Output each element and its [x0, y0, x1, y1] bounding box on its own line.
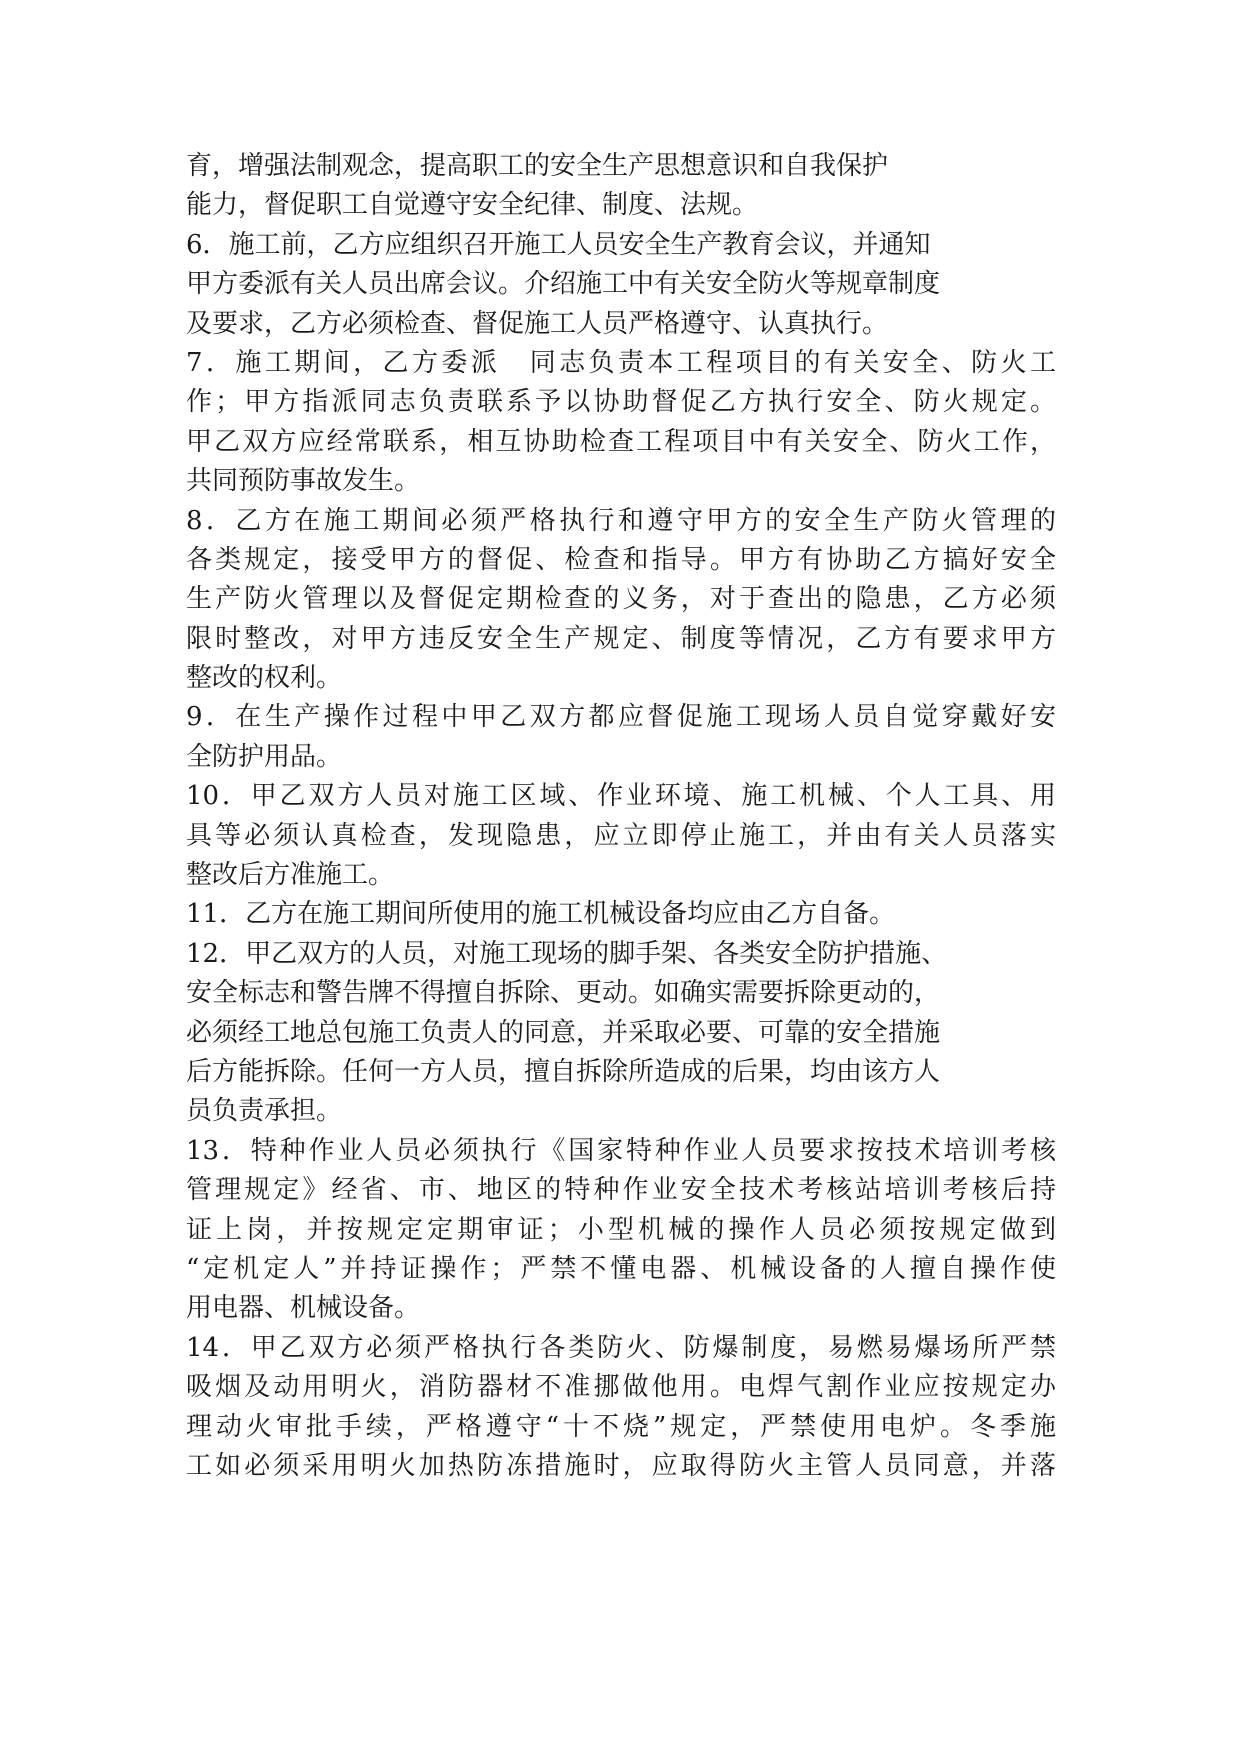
text-line: 工如必须采用明火加热防冻措施时，应取得防火主管人员同意，并落 — [186, 1450, 1056, 1481]
text-line: 共同预防事故发生。 — [186, 466, 421, 497]
text-line: 育，增强法制观念，提高职工的安全生产思想意识和自我保护 — [186, 151, 889, 181]
text-line: 及要求，乙方必须检查、督促施工人员严格遵守、认真执行。 — [186, 308, 889, 339]
text-line: 10．甲乙双方人员对施工区域、作业环境、施工机械、个人工具、用 — [186, 781, 1056, 812]
text-line: 理动火审批手续，严格遵守“十不烧”规定，严禁使用电炉。冬季施 — [186, 1411, 1056, 1442]
text-line: 员负责承担。 — [186, 1096, 343, 1127]
text-line: 甲乙双方应经常联系，相互协助检查工程项目中有关安全、防火工作， — [186, 426, 1056, 457]
text-line: 证上岗，并按规定定期审证；小型机械的操作人员必须按规定做到 — [186, 1214, 1056, 1245]
text-line: 9．在生产操作过程中甲乙双方都应督促施工现场人员自觉穿戴好安 — [186, 702, 1056, 733]
text-line: 生产防火管理以及督促定期检查的义务，对于查出的隐患，乙方必须 — [186, 584, 1056, 615]
text-line: 管理规定》经省、市、地区的特种作业安全技术考核站培训考核后持 — [186, 1175, 1056, 1206]
text-line: 作；甲方指派同志负责联系予以协助督促乙方执行安全、防火规定。 — [186, 387, 1056, 418]
text-line: 8．乙方在施工期间必须严格执行和遵守甲方的安全生产防火管理的 — [186, 505, 1056, 536]
text-line: 用电器、机械设备。 — [186, 1293, 421, 1324]
text-line: 吸烟及动用明火，消防器材不准挪做他用。电焊气割作业应按规定办 — [186, 1372, 1056, 1403]
text-line: 12．甲乙双方的人员，对施工现场的脚手架、各类安全防护措施、 — [186, 938, 948, 969]
text-line: 整改后方准施工。 — [186, 860, 395, 891]
text-line: 全防护用品。 — [186, 741, 343, 772]
text-line: 具等必须认真检查，发现隐患，应立即停止施工，并由有关人员落实 — [186, 820, 1056, 851]
text-line: 各类规定，接受甲方的督促、检查和指导。甲方有协助乙方搞好安全 — [186, 544, 1056, 575]
text-line: 14．甲乙双方必须严格执行各类防火、防爆制度，易燃易爆场所严禁 — [186, 1332, 1056, 1363]
text-line: 安全标志和警告牌不得擅自拆除、更动。如确实需要拆除更动的， — [186, 978, 941, 1009]
text-line: “定机定人”并持证操作；严禁不懂电器、机械设备的人擅自操作使 — [186, 1253, 1056, 1284]
text-line: 整改的权利。 — [186, 663, 343, 694]
text-line: 11．乙方在施工期间所使用的施工机械设备均应由乙方自备。 — [186, 899, 896, 930]
text-line: 13．特种作业人员必须执行《国家特种作业人员要求按技术培训考核 — [186, 1135, 1056, 1166]
text-line: 能力，督促职工自觉遵守安全纪律、制度、法规。 — [186, 190, 759, 221]
text-line: 限时整改，对甲方违反安全生产规定、制度等情况，乙方有要求甲方 — [186, 623, 1056, 654]
text-line: 甲方委派有关人员出席会议。介绍施工中有关安全防火等规章制度 — [186, 269, 941, 300]
text-line: 后方能拆除。任何一方人员，擅自拆除所造成的后果，均由该方人 — [186, 1056, 941, 1087]
text-line: 7．施工期间，乙方委派 同志负责本工程项目的有关安全、防火工 — [186, 347, 1056, 378]
text-line: 6．施工前，乙方应组织召开施工人员安全生产教育会议，并通知 — [186, 229, 931, 260]
document-body — [186, 147, 1056, 1486]
text-line: 必须经工地总包施工负责人的同意，并采取必要、可靠的安全措施 — [186, 1017, 941, 1048]
